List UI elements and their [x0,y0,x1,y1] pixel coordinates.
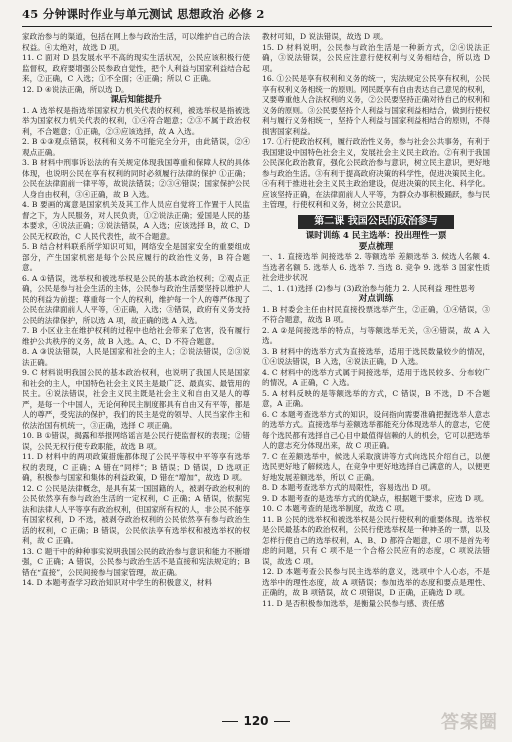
answer-paragraph: 教材可知，D 说法错误，故选 D 项。 [262,32,388,41]
answer-paragraph: 11. B 公民的选举权和被选举权是公民行使权利的重要体现。选举权是公民最基本的政治权利，公民行使选举权是一种神圣的一票，以及怎样行使自己的选举权利，A、B、D 都符合题意，C 项不是首先考虑的问题，只有 C 项不是一个合格公民应有的态度，C 项说法错误，故选 C 项。 [262,514,490,566]
lesson-banner [262,215,490,230]
answer-paragraph: 5. B 结合材料联系所学知识可知，网络安全是国家安全的重要组成部分，产生国家机密是每个公民应履行的政治性义务，B 符合题意。 [22,242,250,272]
answer-paragraph: 家政治参与的渠道，包括在网上参与政治生活，可以维护自己的合法权益。④太绝对，故选 D 项。 [22,32,250,52]
answer-paragraph: 4. B 要画的寓意是国家机关及其工作人员应自觉将工作置于人民监督之下，为人民服务，对人民负责，①②说法正确；爱国是人民的基本要求，④说法正确；③说法错误，A 入选；应该选择 B，故 C、D 公民无权政治，C 人民代表性，故不合题意。 [22,200,250,241]
answer-paragraph: 16. ①公民是享有权利和义务的统一，宪法规定公民享有权利，公民享有权利义务相统一的原则。网民既享有自由表达自己意见的权利，又要尊重他人合法权利的义务，②公民要坚持正确对待自己的权利和义务的原则。③公民要坚持个人利益与国家利益相结合，做到行使权利与履行义务相统一，坚持个人利益与国家利益相结合的原则，不得损害国家利益。 [262,74,490,136]
answer-paragraph: 12. D ④说法正确，所以选 D。 [22,84,129,94]
answer-paragraph: 12. C 公民是法律概念，是具有某一国国籍的人，被剥夺政治权利的公民依然享有参与政治生活的一定权利，C 正确；A 错误，依据宪法和法律人人平等享有政治权利，但国家所有权的人，非公民不能享有国家权利，D 不选，被剥夺政治权利的公民依然享有参与政治生活的权利，C 正确；B 错误，公民依法享有选举权和被选举权的权利，故 C 正确。 [22,483,250,545]
answer-paragraph: 11. D 是否积极参加选举，是衡量公民参与感、责任感 [262,598,445,608]
answer-paragraph: 5. A 材料反映的是等额选举的方式，C 错误，B 不选，D 不合题意，A 正确。 [262,388,490,408]
answer-paragraph: 12. D 本题考查公民参与民主选举的意义，选项中个人心态，不是选举中的理性态度，故 A 项错误；参加选举的态度和要点是理性、正确的，故 B 项错误，故 C 项错误，D 正确，正确选 D 项。 [262,567,490,597]
header-rule [22,26,492,27]
answer-paragraph: 11. D 材料中的两项政策措施都体现了公民平等权中平等享有选举权的表现，C 正确；A 错在“同样”；B 错误；D 错误，D 选项正确，积极参与国家和集体的利益政策，D 错在“增加”，故选 D 项。 [22,452,250,482]
answer-paragraph: 10. C 本题考查的是选举制度，故选 C 项。 [262,504,410,513]
left-column [22,32,250,589]
lesson-title: 第二课 我国公民的政治参与 [298,215,453,230]
answer-paragraph: 7. C 在差额选举中，候选人采取演讲等方式向选民介绍自己，以便选民更好地了解候选人，在竞争中更好地选择自己满意的人，以便更好地发展差额选举，所以 C 正确。 [262,451,490,482]
answer-paragraph: 13. C 题干中的种种事实说明我国公民的政治参与意识和能力不断增强，C 正确；A 错误，公民参与政治生活不是直接和宪法规定的；B 错在“直接”，公民间接参与国家管理，故正确。 [22,546,250,577]
answer-paragraph: 1. A 选举权是指选举国家权力机关代表的权利，被选举权是指被选举为国家权力机关代表的权利，①④符合题意；②③不属于政治权利，不合题意；①正确，②③应该选择，故 A 入选。 [22,105,250,136]
answer-paragraph: 一、1. 直接选举 间接选举 2. 等额选举 差额选举 3. 候选人名额 4. 当选者名额 5. 选举人 6. 选举 7. 当选 8. 竞争 9. 选举 3 国家性质 社会进步状况 [262,252,490,282]
answer-paragraph: 15. D 材料说明，公民参与政治生活是一种新方式，②④说法正确，③说法错误，公民应注意行使权利与义务相结合，所以选 D 项。 [262,42,490,73]
section-heading: 要点梳理 [358,241,394,252]
answer-paragraph: 2. B ①③观点错误，权利和义务不可能完全分开，由此错误，②④观点正确。 [22,137,250,157]
page-number: 120 [0,714,512,728]
header-title: 45 分钟课时作业与单元测试 思想政治 必修 2 [22,7,265,21]
section-heading: 对点训练 [358,294,394,304]
right-column [262,32,490,609]
answer-paragraph: 8. D 本题考查选举方式的局限性，容易选出 D 项。 [262,483,436,492]
answer-paragraph: 6. A ①错误，选举权和被选举权是公民的基本政治权利；②观点正确，公民是参与社会生活的主体，公民参与政治生活要坚持以维护人民的利益为前提；尊重每一个人的权利，维护每一个人的尊严体现了公民在法律面前人人平等，④正确，入选；③错误，政府有义务支持公民的法律保护，所以选 A 项，故正确的选 A 入选。 [22,273,250,325]
answer-paragraph: 3. B 材料中的选举方式为直接选举，适用于选民数量较少的情况，①④说法错误，B 入选，④说法正确，D 入选。 [262,346,490,366]
answer-paragraph: 7. B 小区业主在维护权利的过程中也给社会带来了危害，没有履行维护公共秩序的义务，故 B 入选。A、C、D 不符合题意。 [22,326,250,346]
answer-paragraph: 3. B 材料中刑事诉讼法的有关规定体现我国尊重和保障人权的具体体现，也说明公民在享有权利的同时必须履行法律的保护 ①正确；公民在法律面前一律平等，故说法错误；②③④错误；国家保护公民人身自由权利，③④正确，故 B 入选。 [22,158,250,199]
answer-paragraph: 11. C 面对 D 县发展水平不高的现实生活状况，公民应该积极行使监督权，政府要增强公民参政自觉性，把个人利益与国家利益结合起来，②正确，C 入选；①不全面；④正确；所以 C 正确。 [22,53,250,83]
answer-paragraph: 2. A ②是间接选举的特点，与等额选举无关，③④错误，故 A 入选。 [262,325,490,345]
watermark-logo: 答案圈 [441,712,498,733]
answer-paragraph: 14. D 本题考查学习政治知识对中学生的积极意义，材料 [22,578,213,587]
answer-paragraph: 10. B ①错误，揭露和举报网络谣言是公民行使监督权的表现；②错误，公民无权行使专政职能，故选 B 项。 [22,431,250,451]
answer-paragraph: 8. A ③说法错误，人民是国家和社会的主人；②说法错误，②③说法正确。 [22,347,250,367]
answer-paragraph: 9. D 本题考查的是选举方式的优缺点，根据题干要求，应选 D 项。 [262,493,489,503]
answer-paragraph: 1. B 村委会主任由村民直接投票选举产生，②正确，①④错误，③不符合题意，故选 B 项。 [262,304,490,324]
lesson-subtitle: 课时训练 4 民主选举：投出理性一票 [305,231,447,241]
answer-paragraph: 17. ①行使政治权利，履行政治性义务，参与社会公共事务，有利于我国建设中国特色社会主义，发展社会主义民主政治。②有利于我国公民深化政治教育，强化公民政治参与意识，树立民主意识，更好地参与政治生活。③有利于提高政府决策的科学性，促进决策民主化。④有利于推进社会主义民主政治建设，促进决策的民主化、科学化。应该坚持正确，在法律面前人人平等，为群众办事积极踊跃，参与民主管理，行使权利和义务，树立公民意识。 [262,137,490,209]
page-header [22,6,492,28]
section-heading: 课后知能提升 [110,95,162,105]
answer-paragraph: 二、1. (1)选择 (2)参与 (3)政治参与能力 2. 人民利益 理性思考 [262,283,476,293]
answer-paragraph: 4. C 材料中的选举方式属于间接选举，适用于选民较多、分布较广的情况，A 正确，C 入选。 [262,367,490,387]
answer-paragraph: 9. C 材料说明我国公民的基本政治权利，也说明了我国人民是国家和社会的主人，中国特色社会主义民主是最广泛、最真实、最管用的民主。④说法错误，社会主义民主既是社会主义和自由又是人的尊严，是每一个中国人，无论何种民主制度都具有自由又有平等，都是人的尊严，受宪法的保护，我们的民主是党的领导、人民当家作主和依法治国有机统一，③正确，选择 C 项正确。 [22,368,250,430]
answer-paragraph: 6. C 本题考查选举方式的知识，设问指向需要准确把握选举人意志的选举方式。直接选举与差额选举都能充分体现选举人的意志，它使每个选民都有选择自己心目中最值得信赖的人的机会，它可以把选举人的意志充分体现出来，故 C 项正确。 [262,409,490,450]
